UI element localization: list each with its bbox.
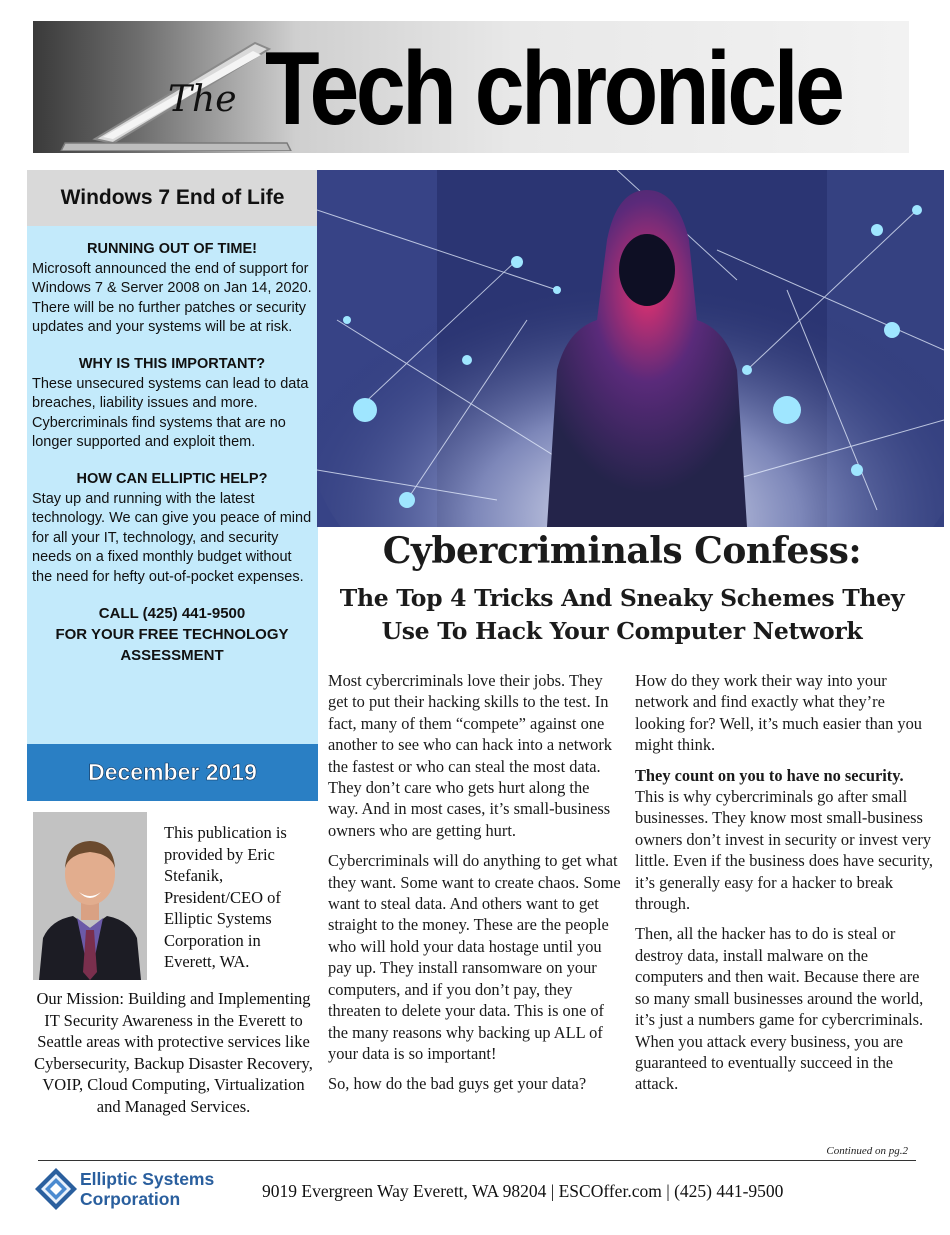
sidebar-text: Microsoft announced the end of support for Windows 7 & Server 2008 on Jan 14, 2020. There will be no further patches or security updates and your systems will be at risk. <box>32 260 312 336</box>
masthead-the: The <box>168 79 237 120</box>
hacker-illustration <box>317 170 944 527</box>
call-subline: FOR YOUR FREE TECHNOLOGY <box>55 625 289 643</box>
company-logo <box>34 1167 219 1215</box>
article-column-2 <box>635 670 933 1104</box>
masthead-title: Tech chronicle <box>265 31 842 147</box>
sidebar-text: These unsecured systems can lead to data breaches, liability issues and more. Cybercriminals find systems that are no longer supported and exploit them. <box>32 375 309 451</box>
article-column-1 <box>328 670 623 1104</box>
sidebar-text: Stay up and running with the latest technology. We can give you peace of mind for all your IT, technology, and security needs on a fixed monthly budget without the need for hefty out-of-pocket expenses. <box>32 490 312 585</box>
article-subhead: The Top 4 Tricks And Sneaky Schemes They Use To Hack Your Computer Network <box>339 584 905 645</box>
paragraph-lead: They count on you to have no security. <box>635 765 904 785</box>
article-paragraph: How do they work their way into your network and find exactly what they’re looking for? Well, it’s much easier than you might think. <box>635 671 922 755</box>
logo-line: Corporation <box>80 1189 181 1209</box>
footer-divider <box>38 1160 916 1161</box>
continued-note[interactable]: Continued on pg.2 <box>826 1145 908 1157</box>
logo-text <box>80 1169 214 1209</box>
article-paragraph <box>635 765 933 915</box>
sidebar-heading: WHY IS THIS IMPORTANT? <box>78 355 266 372</box>
masthead <box>33 21 909 153</box>
sidebar-heading: RUNNING OUT OF TIME! <box>87 241 257 257</box>
article-paragraph: Most cybercriminals love their jobs. They get to put their hacking skills to the test. In fact, many of them “compete” against one another to see who can hack into a network the fastest or who can steal the most data. They don’t care who gets hurt along the way. And in most cases, it’s small-business owners who are getting hurt. <box>328 671 613 840</box>
call-to-action <box>32 603 312 666</box>
sidebar-body <box>27 226 318 744</box>
paragraph-body: This is why cybercriminals go after small businesses. They know most small-business owners don’t invest in security or invest very little. Even if the business does have security, it’s generally easy for a hacker to break through. <box>635 787 933 914</box>
sidebar-heading: HOW CAN ELLIPTIC HELP? <box>76 470 268 487</box>
mission-statement: Our Mission: Building and Implementing IT Security Awareness in the Everett to Seattle areas with protective services like Cybersecurity, Backup Disaster Recovery, VOIP, Cloud Computing, Virtualization and Managed Services. <box>34 989 313 1116</box>
article-headline: Cybercriminals Confess: <box>382 530 862 572</box>
author-portrait <box>33 812 147 980</box>
article-paragraph: So, how do the bad guys get your data? <box>328 1074 587 1094</box>
article-paragraph: Cybercriminals will do anything to get what they want. Some want to create chaos. Some want to steal data. And others want to get straight to the money. These are the people who will hold your data hostage until you pay up. They install ransomware on your computers, and if you don’t pay, they threaten to delete your data. This is one of the many reasons why backing up ALL of your data is so important! <box>328 851 621 1063</box>
article-paragraph: Then, all the hacker has to do is steal or destroy data, install malware on the computers and then wait. Because there are so many small businesses around the world, it’s just a numbers game for cybercriminals. When you attack every business, you are guaranteed to eventually succeed in the attack. <box>635 924 924 1094</box>
hero-image <box>317 170 944 527</box>
call-phone[interactable]: CALL (425) 441-9500 <box>98 604 246 622</box>
sidebar-header: Windows 7 End of Life <box>27 170 318 226</box>
logo-line: Elliptic Systems <box>80 1169 215 1189</box>
author-photo <box>33 812 147 980</box>
call-subline: ASSESSMENT <box>120 646 224 664</box>
issue-date: December 2019 <box>27 744 318 801</box>
footer-contact[interactable]: 9019 Evergreen Way Everett, WA 98204 | ESCOffer.com | (425) 441-9500 <box>262 1181 784 1201</box>
bio-text: This publication is provided by Eric Stefanik, President/CEO of Elliptic Systems Corporation in Everett, WA. <box>164 823 287 971</box>
diamond-logo-icon <box>34 1167 78 1211</box>
